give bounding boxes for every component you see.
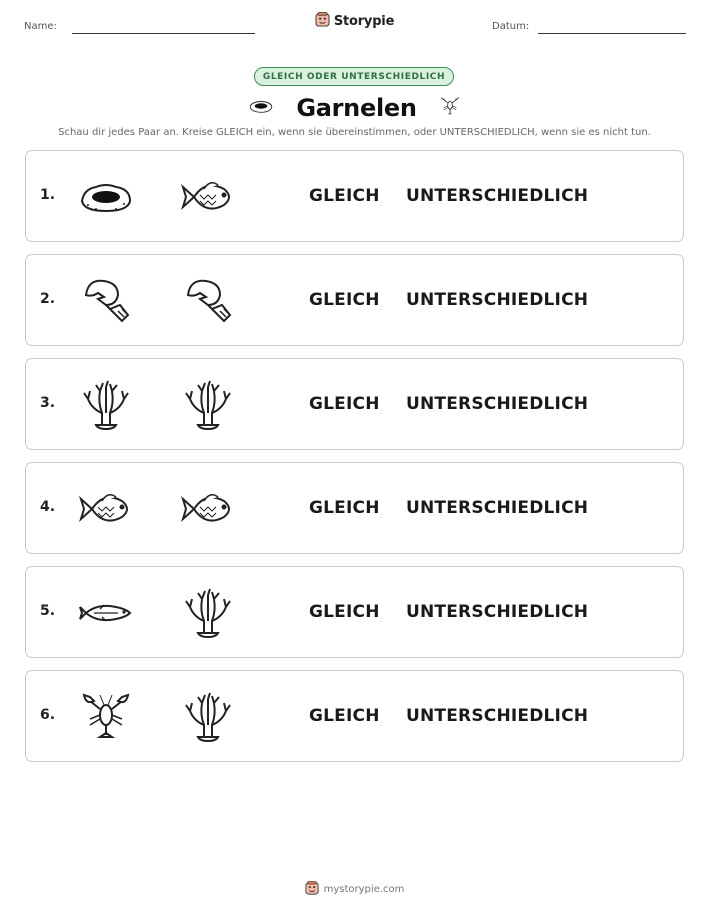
date-label: Datum: <box>492 21 530 32</box>
same-option[interactable]: GLEICH <box>309 498 380 518</box>
different-option[interactable]: UNTERSCHIEDLICH <box>406 394 589 414</box>
fish-icon <box>180 171 236 223</box>
brand-name: Storypie <box>333 14 395 29</box>
page-title: Garnelen <box>296 94 417 122</box>
coral-icon <box>180 379 236 431</box>
storypie-logo-icon <box>315 12 330 31</box>
lobster-icon <box>439 92 461 124</box>
pair-row-1 <box>25 150 684 242</box>
sand-pit-icon <box>248 97 274 119</box>
same-option[interactable]: GLEICH <box>309 394 380 414</box>
different-option[interactable]: UNTERSCHIEDLICH <box>406 706 589 726</box>
same-option[interactable]: GLEICH <box>309 706 380 726</box>
title-row <box>0 92 709 124</box>
same-option[interactable]: GLEICH <box>309 186 380 206</box>
different-option[interactable]: UNTERSCHIEDLICH <box>406 602 589 622</box>
coral-icon <box>180 587 236 639</box>
name-label: Name: <box>24 21 57 32</box>
storypie-logo-icon <box>305 880 319 899</box>
name-field[interactable] <box>72 33 255 34</box>
brand <box>0 12 709 31</box>
sand-pit-icon <box>78 171 134 223</box>
coral-icon <box>78 379 134 431</box>
row-number: 4. <box>40 499 56 515</box>
lobster-icon <box>78 691 134 743</box>
lobster-claw-icon <box>78 275 134 327</box>
fish-icon <box>78 483 134 535</box>
different-option[interactable]: UNTERSCHIEDLICH <box>406 290 589 310</box>
row-number: 3. <box>40 395 56 411</box>
pair-row-4 <box>25 462 684 554</box>
coral-icon <box>180 691 236 743</box>
pair-row-2 <box>25 254 684 346</box>
footer <box>0 880 709 899</box>
worksheet-type-badge: GLEICH ODER UNTERSCHIEDLICH <box>254 67 454 86</box>
fish-icon <box>180 483 236 535</box>
same-option[interactable]: GLEICH <box>309 602 380 622</box>
row-number: 1. <box>40 187 56 203</box>
same-option[interactable]: GLEICH <box>309 290 380 310</box>
pair-row-5 <box>25 566 684 658</box>
lobster-claw-icon <box>180 275 236 327</box>
footer-url[interactable]: mystorypie.com <box>323 884 405 895</box>
pair-row-6 <box>25 670 684 762</box>
row-number: 2. <box>40 291 56 307</box>
row-number: 5. <box>40 603 56 619</box>
different-option[interactable]: UNTERSCHIEDLICH <box>406 186 589 206</box>
pair-row-3 <box>25 358 684 450</box>
different-option[interactable]: UNTERSCHIEDLICH <box>406 498 589 518</box>
tuna-fish-icon <box>78 587 134 639</box>
date-field[interactable] <box>538 33 686 34</box>
instructions: Schau dir jedes Paar an. Kreise GLEICH ein, wenn sie übereinstimmen, oder UNTERSCHIEDLICH, wenn sie es nicht tun. <box>58 127 651 138</box>
row-number: 6. <box>40 707 56 723</box>
